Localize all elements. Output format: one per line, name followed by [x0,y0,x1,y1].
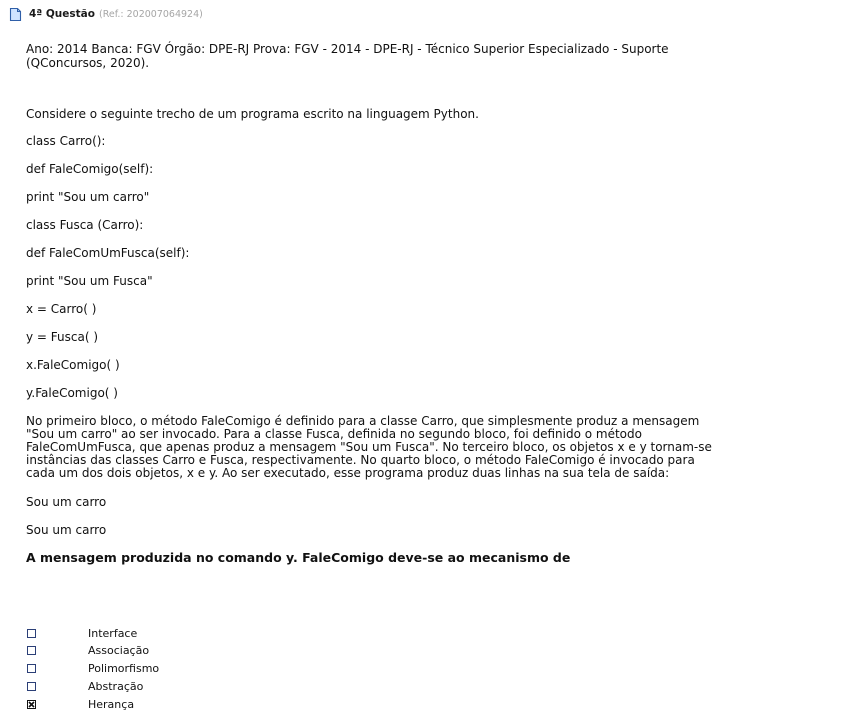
checkbox[interactable] [27,664,36,673]
code-line: y = Fusca( ) [26,330,99,344]
option-label: Herança [88,697,135,711]
document-icon [9,7,22,22]
question-number: 4ª Questão [29,8,95,20]
intro-text: Considere o seguinte trecho de um programa escrito na linguagem Python. [26,107,479,121]
checkbox[interactable] [27,646,36,655]
code-line: y.FaleComigo( ) [26,386,118,400]
checkbox[interactable] [27,682,36,691]
option-heranca[interactable] [27,696,159,712]
code-line: class Fusca (Carro): [26,218,144,232]
question-ref: (Ref.: 202007064924) [98,8,203,20]
option-polimorfismo[interactable] [27,661,159,677]
checkbox[interactable] [27,629,36,638]
code-line: def FaleComUmFusca(self): [26,246,190,260]
code-line: x.FaleComigo( ) [26,358,120,372]
explanation-line: cada um dos dois objetos, x e y. Ao ser executado, esse programa produz duas linhas na sua tela de saída: [26,466,670,480]
option-label: Abstração [88,679,144,693]
code-line: print "Sou um Fusca" [26,274,153,288]
source-line-1: Ano: 2014 Banca: FGV Órgão: DPE-RJ Prova: FGV - 2014 - DPE-RJ - Técnico Superior Especializado - Suporte [26,42,669,56]
output-line: Sou um carro [26,495,107,509]
answer-options [27,625,159,714]
check-x-icon [28,701,35,708]
option-label: Associação [88,644,150,658]
option-interface[interactable] [27,625,159,641]
output-line: Sou um carro [26,523,107,537]
option-abstracao[interactable] [27,678,159,694]
explanation-line: No primeiro bloco, o método FaleComigo é definido para a classe Carro, que simplesmente produz a mensagem [26,414,700,428]
explanation-line: "Sou um carro" ao ser invocado. Para a classe Fusca, definida no segundo bloco, foi definido o método [26,427,642,441]
explanation-line: FaleComUmFusca, que apenas produz a mensagem "Sou um Fusca". No terceiro bloco, os objetos x e y tornam-se [26,440,712,454]
code-line: print "Sou um carro" [26,190,150,204]
explanation-line: instâncias das classes Carro e Fusca, respectivamente. No quarto bloco, o método FaleComigo é invocado para [26,453,695,467]
option-label: Polimorfismo [88,662,160,676]
question-prompt: A mensagem produzida no comando y. FaleComigo deve-se ao mecanismo de [26,550,571,565]
source-line-2: (QConcursos, 2020). [26,56,150,70]
checkbox-checked[interactable] [27,700,36,709]
option-label: Interface [88,626,138,640]
option-associacao[interactable] [27,643,159,659]
code-line: def FaleComigo(self): [26,162,154,176]
code-line: x = Carro( ) [26,302,97,316]
question-header [9,6,203,22]
code-line: class Carro(): [26,134,106,148]
